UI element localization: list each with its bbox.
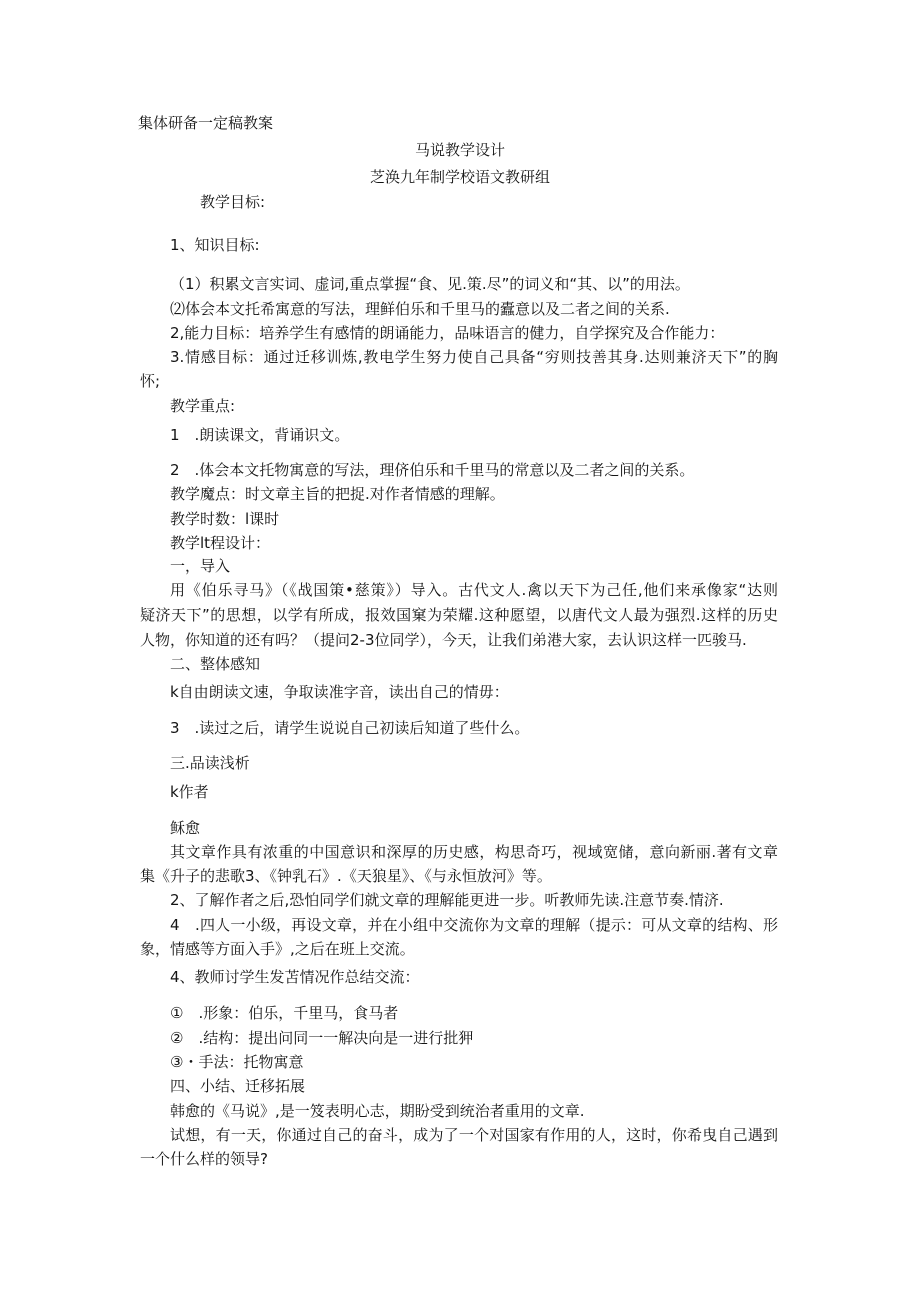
section-heading: 一，导入 [170, 557, 231, 575]
text-line: 3 .读过之后，请学生说说自己初读后知道了些什么。 [170, 719, 530, 737]
text-line: 2,能力目标：培养学生有感情的朗诵能力，品味语言的健力，自学探究及合作能力： [170, 324, 725, 342]
text-line: 4 .四人一小级，再设文章，并在小组中交流你为文章的理解（提示：可从文章的结构、形 [170, 916, 778, 934]
text-line: 教学魔点：时文章主旨的把捉.对作者情感的理解。 [170, 485, 505, 503]
section-heading: 教学重点: [170, 397, 236, 415]
section-heading: 四、小结、迁移拓展 [170, 1077, 306, 1095]
text-line: 人物，你知道的还有吗？（提问2-3位同学），今天，让我们弟港大家，去认识这样一匹骏马. [140, 631, 747, 649]
text-line: 试想，有一天，你通过自己的奋斗，成为了一个对国家有作用的人，这时，你希曳自己遇到 [170, 1126, 778, 1144]
text-line: 4、教师讨学生发苫情况作总结交流： [170, 968, 420, 986]
text-line: （1）积累文言实词、虚词,重点掌握“食、见.策.尽”的词义和“其、以”的用法。 [170, 275, 690, 293]
text-line: 怀; [140, 372, 161, 390]
text-line: ⑵体会本文托希寓意的写法，理鲜伯乐和千里马的蠹意以及二者之间的关系. [170, 300, 670, 318]
text-line: 一个什么样的领导? [140, 1150, 268, 1168]
text-line: 韩愈的《马说》,是一笈表明心志，期盼受到统治者重用的文章. [170, 1102, 585, 1120]
document-title: 马说教学设计 [414, 141, 505, 159]
text-line: 其文章作具有浓重的中国意识和深厚的历史感，构思奇巧，视域宽储，意向新丽.著有文章 [170, 843, 778, 861]
text-line: 2 .体会本文托物寓意的写法，理侪伯乐和千里马的常意以及二者之间的关系。 [170, 461, 695, 479]
list-item: ① .形象：伯乐，千里马，食马者 [170, 1004, 399, 1022]
text-line: k自由朗读文速，争取读准字音，读出自己的情毋： [170, 683, 509, 701]
text-line: 疑济天下”的思想，以学有所成，报效国窠为荣耀.这种愿望，以唐代文人最为强烈.这样的历史 [140, 606, 778, 624]
text-line: 用《伯乐寻马》（《战国策•慈策》）导入。古代文人.禽以天下为己任,他们来承像家“达则 [170, 581, 778, 599]
text-line: 教学时数：l课时 [170, 510, 280, 528]
text-line: 集《升子的悲歌3、《钟乳石》.《天狼星》、《与永恒放河》等。 [140, 867, 552, 885]
text-line: k作者 [170, 783, 209, 801]
list-item: ② .结构：提出问同一一解决向是一进行批狎 [170, 1029, 474, 1047]
list-item: ③・手法：托物寓意 [170, 1053, 304, 1071]
text-line: 稣愈 [170, 819, 201, 837]
section-heading: 二、整体感知 [170, 655, 261, 673]
document-author: 芝涣九年制学校语文教研组 [369, 168, 550, 186]
text-line: 1、知识目标: [170, 236, 260, 254]
text-line: 1 .朗读课文，背诵识文。 [170, 426, 350, 444]
text-line: 2、了解作者之后,恐怕同学们就文章的理解能更进一步。听教师先读.注意节奏.情济. [170, 891, 724, 909]
section-heading: 教学lt程设计： [170, 534, 271, 552]
text-line: 象，情感等方面入手》,之后在班上交流。 [140, 940, 415, 958]
header-label: 集体研备一定稿教案 [138, 114, 274, 132]
section-heading: 三.品读浅析 [170, 754, 250, 772]
text-line: 3.情感目标：通过迁移训炼,教电学生努力使自己具备“穷则技善其身.达则兼济天下”的胸 [170, 348, 778, 366]
section-heading: 教学目标: [200, 193, 266, 211]
